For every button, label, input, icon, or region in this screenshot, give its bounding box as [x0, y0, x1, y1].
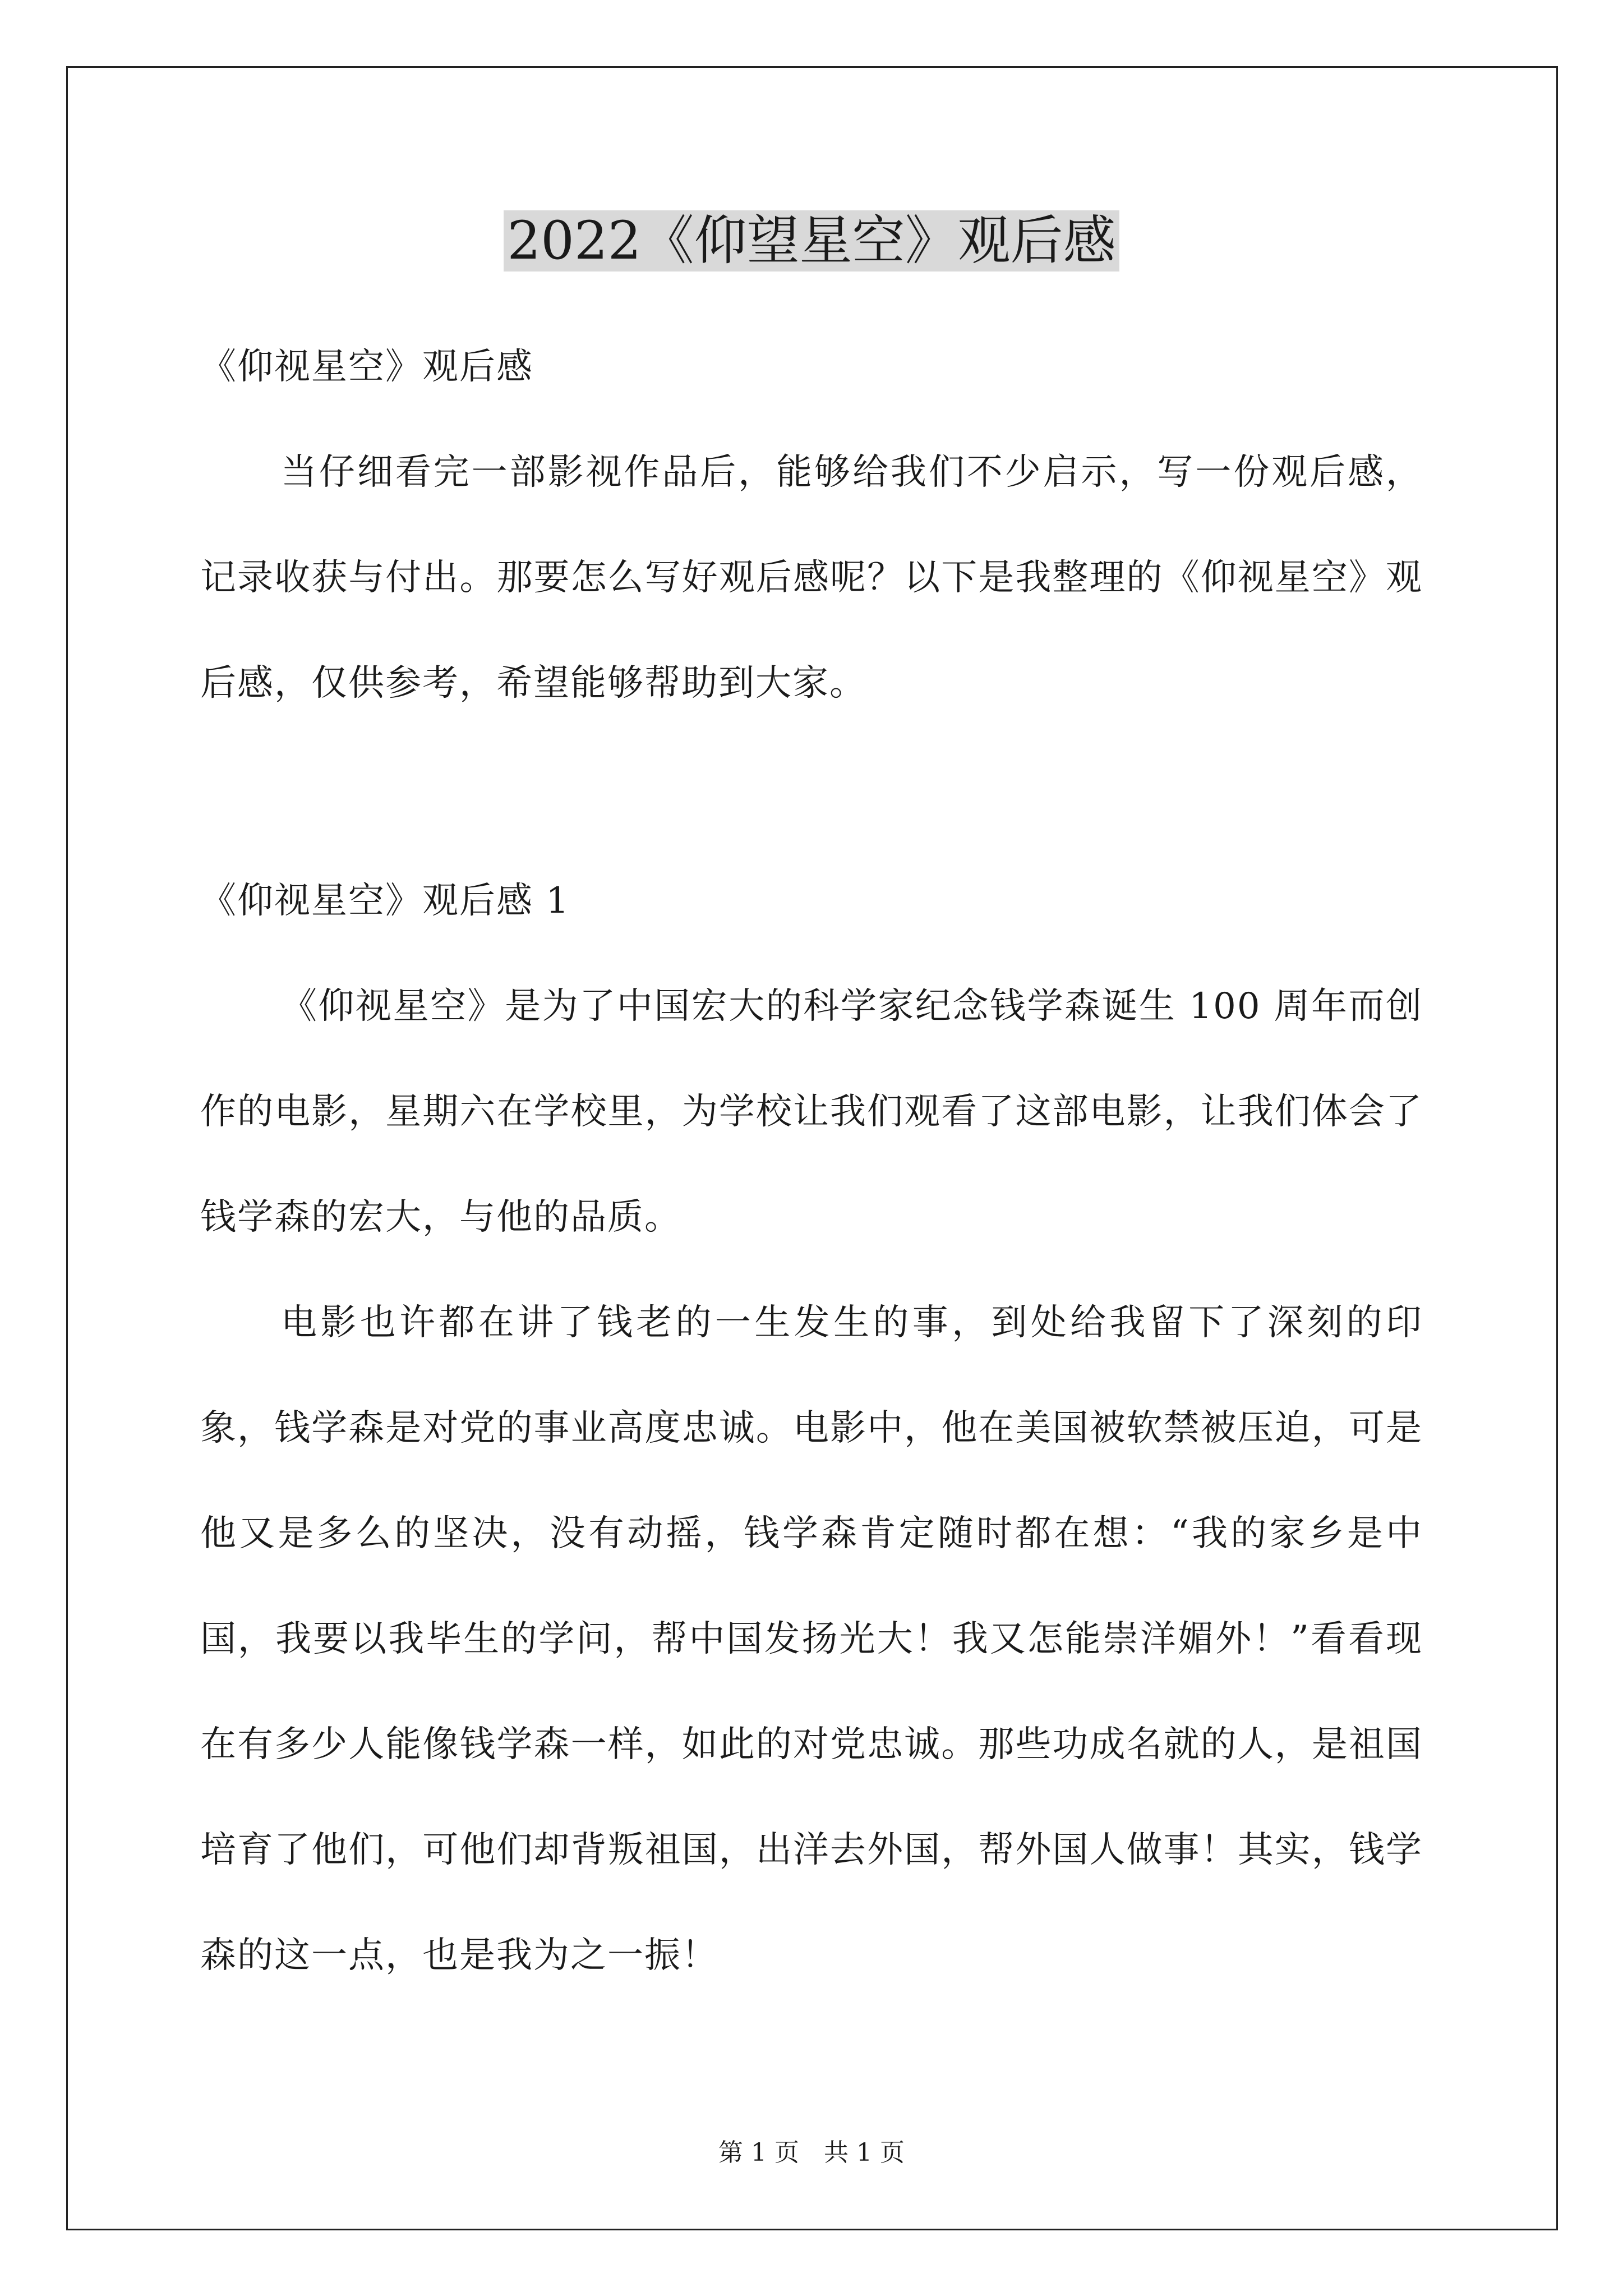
page-footer — [0, 2136, 1623, 2170]
body-paragraph-2: 电影也许都在讲了钱老的一生发生的事，到处给我留下了深刻的印象，钱学森是对党的事业高度忠诚。电影中，他在美国被软禁被压迫，可是他又是多么的坚决，没有动摇，钱学森肯定随时都在想：“我的家乡是中国，我要以我毕生的学问，帮中国发扬光大！我又怎能崇洋媚外！”看看现在有多少人能像钱学森一样，如此的对党忠诚。那些功成名就的人，是祖国培育了他们，可他们却背叛祖国，出洋去外国，帮外国人做事！其实，钱学森的这一点，也是我为之一振！ — [200, 1302, 1423, 1976]
section-heading: 《仰视星空》观后感 1 — [200, 880, 570, 922]
page-number: 第 1 页 — [718, 2138, 799, 2167]
document-body — [200, 314, 1423, 2008]
page-total: 共 1 页 — [824, 2138, 905, 2167]
section-spacer — [200, 736, 1423, 848]
document-title-text: 2022《仰望星空》观后感 — [504, 210, 1119, 272]
intro-paragraph: 当仔细看完一部影视作品后，能够给我们不少启示，写一份观后感，记录收获与付出。那要怎么写好观后感呢？以下是我整理的《仰视星空》观后感，仅供参考，希望能够帮助到大家。 — [200, 452, 1423, 704]
body-paragraph-1: 《仰视星空》是为了中国宏大的科学家纪念钱学森诞生 100 周年而创作的电影，星期六在学校里，为学校让我们观看了这部电影，让我们体会了钱学森的宏大，与他的品质。 — [200, 986, 1423, 1238]
subtitle: 《仰视星空》观后感 — [200, 346, 533, 388]
document-title — [0, 202, 1623, 280]
